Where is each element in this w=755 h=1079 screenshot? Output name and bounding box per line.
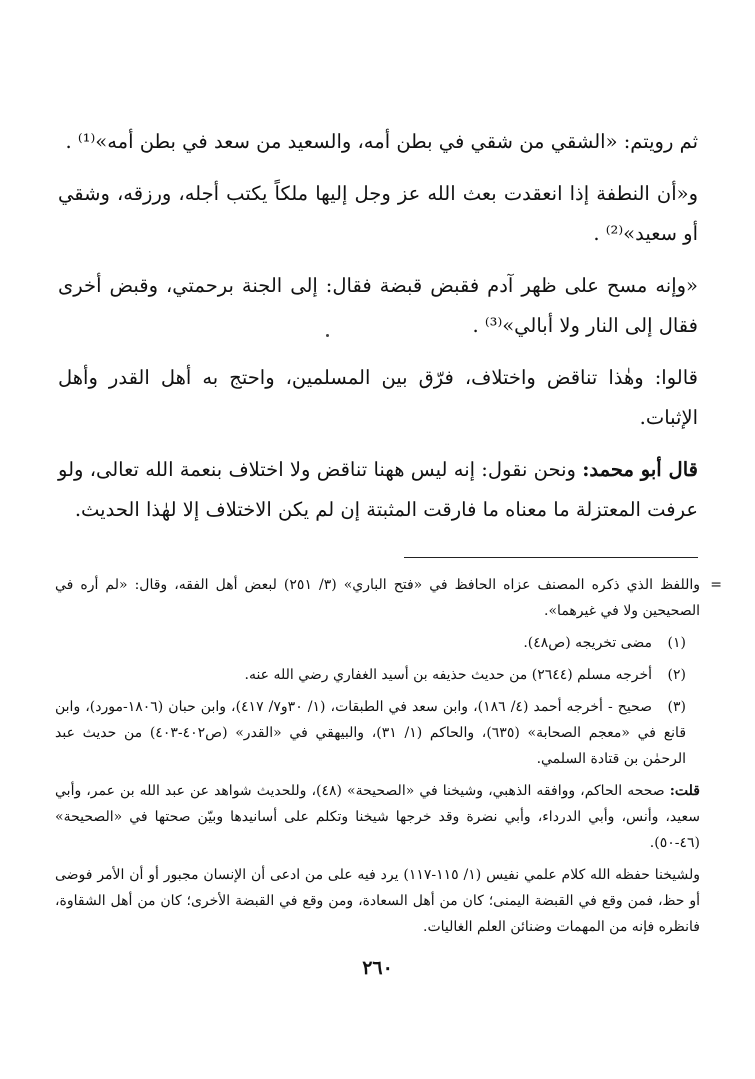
main-paragraph: ثم رويتم: «الشقي من شقي في بطن أمه، والسعيد من سعد في بطن أمه»⁽¹⁾ . xyxy=(65,130,698,153)
editor-comment-lead: قلت: xyxy=(669,783,700,799)
footnote-number: (١) xyxy=(667,635,686,651)
editor-comment-1 xyxy=(55,778,700,856)
footnote-number: (٣) xyxy=(667,699,686,715)
footnote-separator xyxy=(404,557,698,558)
footnote-text: أخرجه مسلم (٢٦٤٤) من حديث حذيفه بن أسيد الغفاري رضي الله عنه. xyxy=(244,667,652,683)
main-paragraph: و«أن النطفة إذا انعقدت بعث الله عز وجل إليها ملكاً يكتب أجله، ورزقه، وشقي أو سعيد»⁽²⁾ . xyxy=(58,182,698,245)
footnote-1 xyxy=(55,630,700,656)
editor-comment-2: ولشيخنا حفظه الله كلام علمي نفيس (١/ ١١٥-١١٧) يرد فيه على من ادعى أن الإنسان مجبور أو أن الأمر فوضى أو حظ، فمن وقع في القبضة اليمنى؛ كان من أهل السعادة، ومن وقع في القبضة الأخرى؛ كان من أهل الشقاوة، فانظره فإنه من المهمات وضنائن العلم الغاليات. xyxy=(55,867,701,935)
main-text xyxy=(58,122,698,542)
footnote-3 xyxy=(55,694,700,772)
author-statement-text: ونحن نقول: إنه ليس ههنا تناقض ولا اختلاف بنعمة الله تعالى، ولو عرفت المعتزلة ما معناه ما فارقت المثبتة إن لم يكن الاختلاف إلا لهٰذا الحديث. xyxy=(58,458,698,521)
footnote-continuation xyxy=(55,572,722,624)
continuation-mark: = xyxy=(710,577,722,593)
author-lead: قال أبو محمد: xyxy=(582,458,698,481)
editor-comment-text: صححه الحاكم، ووافقه الذهبي، وشيخنا في «الصحيحة» (٤٨)، وللحديث شواهد عن عبد الله بن عمر، وأبي سعيد، وأنس، وأبي الدرداء، وأبي نضرة وقد خرجها شيخنا وتكلم على أسانيدها وبيّن صحتها في «الصحيحة» (٤٦-٥٠). xyxy=(55,783,700,851)
footnote-text: مضى تخريجه (ص٤٨). xyxy=(523,635,652,651)
footnote-2 xyxy=(55,662,700,688)
footnotes xyxy=(55,572,722,946)
main-paragraph: قالوا: وهٰذا تناقض واختلاف، فرّق بين المسلمين، واحتج به أهل القدر وأهل الإثبات. xyxy=(58,366,698,429)
main-paragraph-author-statement xyxy=(58,450,698,530)
page-number: ٢٦٠ xyxy=(362,957,393,979)
footnote-number: (٢) xyxy=(667,667,686,683)
ink-dot xyxy=(326,334,329,337)
footnote-continuation-text: واللفظ الذي ذكره المصنف عزاه الحافظ في «فتح الباري» (٣/ ٢٥١) لبعض أهل الفقه، وقال: «لم أره في الصحيحين ولا في غيرهما». xyxy=(55,577,700,619)
main-paragraph: «وإنه مسح على ظهر آدم فقبض قبضة فقال: إلى الجنة برحمتي، وقبض أخرى فقال إلى النار ولا أبالي»⁽³⁾ . xyxy=(58,274,698,337)
footnote-text: صحيح - أخرجه أحمد (٤/ ١٨٦)، وابن سعد في الطبقات، (١/ ٣٠و٧/ ٤١٧)، وابن حبان (١٨٠٦-مورد)، وابن قانع في «معجم الصحابة» (٦٣٥)، والحاكم (١/ ٣١)، والبيهقي في «القدر» (ص٤٠٢-٤٠٣) من حديث عبد الرحمٰن بن قتادة السلمي. xyxy=(55,699,687,767)
